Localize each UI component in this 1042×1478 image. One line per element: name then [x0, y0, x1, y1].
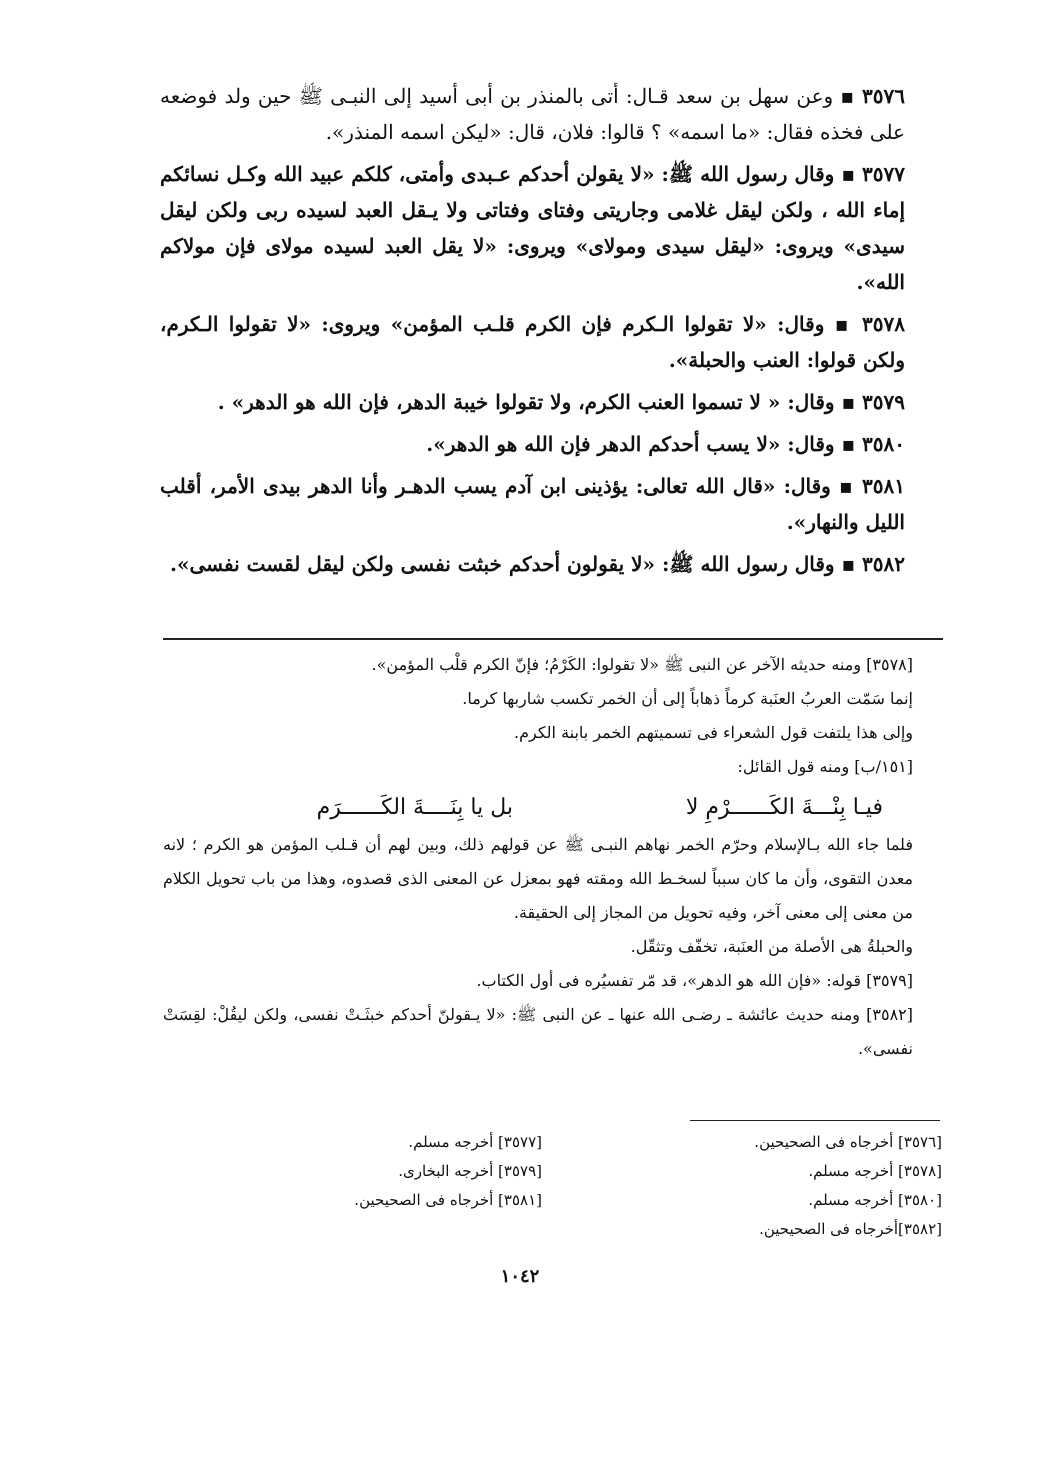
footnote: [٣٥٧٧] أخرجه مسلم.	[408, 1133, 542, 1151]
commentary-paragraph: إنما سَمّت العربُ العنَبة كرماً ذهاباً إلى أن الخمر تكسب شاربها كرما.	[462, 689, 913, 708]
hadith-text: وقال: « لا تسموا العنب الكرم، ولا تقولوا خيبة الدهر، فإن الله هو الدهر» .	[217, 390, 835, 414]
footnotes-right-column	[682, 1128, 942, 1244]
commentary-paragraph: [٣٥٧٨] ومنه حديثه الآخر عن النبى ﷺ «لا تقولوا: الكَرْمُ؛ فإنّ الكرم قلْب المؤمن».	[371, 655, 913, 674]
hadith-section	[160, 78, 945, 588]
hadith-3576: ٣٥٧٦ ▪ وعن سهل بن سعد قـال: أتى بالمنذر بن أبى أسيد إلى النبـى ﷺ حين ولد فوضعه على فخذه فقال: «ما اسمه» ؟ قالوا: فلان، قال: «ليكن اسمه المنذر».	[160, 84, 905, 144]
footnote: [٣٥٨١] أخرجاه فى الصحيحين.	[354, 1191, 542, 1209]
footnote: [٣٥٧٩] أخرجه البخارى.	[398, 1162, 542, 1180]
verse-first-hemistich: فيـا بِنْـــةَ الكَــــــرْمِ لا	[685, 795, 883, 820]
hadith-number: ٣٥٧٧	[862, 162, 906, 186]
hadith-number: ٣٥٨١	[862, 474, 906, 498]
commentary-paragraph: وإلى هذا يلتفت قول الشعراء فى تسميتهم الخمر بابنة الكرم.	[514, 723, 913, 742]
footnote: [٣٥٧٨] أخرجه مسلم.	[808, 1162, 942, 1180]
hadith-3580: ٣٥٨٠ ▪ وقال: «لا يسب أحدكم الدهر فإن الله هو الدهر».	[426, 432, 905, 456]
hadith-3579: ٣٥٧٩ ▪ وقال: « لا تسموا العنب الكرم، ولا تقولوا خيبة الدهر، فإن الله هو الدهر» .	[217, 390, 905, 414]
footnote: [٣٥٧٦] أخرجاه فى الصحيحين.	[754, 1133, 942, 1151]
hadith-text: وقال: «قال الله تعالى: يؤذينى ابن آدم يسب الدهـر وأنا الدهر بيدى الأمر، أقلب الليل والنهار».	[160, 474, 905, 534]
verse-second-hemistich: بل يا بِنَــــةَ الكَــــــرَم	[316, 795, 513, 820]
footnotes-left-column	[302, 1128, 542, 1215]
commentary-paragraph: [١٥١/ب] ومنه قول القائل:	[737, 757, 913, 776]
hadith-number: ٣٥٧٦	[862, 84, 905, 108]
hadith-text: وقال: «لا يسب أحدكم الدهر فإن الله هو الدهر».	[426, 432, 835, 456]
hadith-3577: ٣٥٧٧ ▪ وقال رسول الله ﷺ: «لا يقولن أحدكم عـبدى وأمتى، كلكم عبيد الله وكـل نسائكم إماء الله ، ولكن ليقل غلامى وجاريتى وفتاى وفتاتى ولا يـقل العبد لسيده ربى ولكن ليقل سيدى» ويروى: «ليقل سيدى ومولاى» ويروى: «لا يقل العبد لسيده مولاى فإن مولاكم الله».	[160, 162, 906, 294]
footnote-divider	[690, 1120, 940, 1121]
commentary-paragraph: [٣٥٧٩] قوله: «فإن الله هو الدهر»، قد مّر تفسيُره فى أول الكتاب.	[476, 971, 913, 990]
footnote: [٣٥٨٢]أخرجاه فى الصحيحين.	[759, 1220, 942, 1238]
hadith-text: وقال: «لا تقولوا الـكرم فإن الكرم قلـب المؤمن» ويروى: «لا تقولوا الـكرم، ولكن قولوا: العنب والحبلة».	[160, 312, 905, 372]
poetry-verse	[163, 784, 943, 828]
hadith-text: وقال رسول الله ﷺ: «لا يقولن أحدكم عـبدى وأمتى، كلكم عبيد الله وكـل نسائكم إماء الله ، ولكن ليقل غلامى وجاريتى وفتاى وفتاتى ولا يـقل العبد لسيده ربى ولكن ليقل سيدى» ويروى: «ليقل سيدى ومولاى» ويروى: «لا يقل العبد لسيده مولاى فإن مولاكم الله».	[160, 162, 905, 294]
section-divider	[163, 638, 943, 640]
commentary-paragraph: والحبلةُ هى الأصلة من العنَبة، تخفّف وتثقّل.	[630, 937, 913, 956]
hadith-text: وعن سهل بن سعد قـال: أتى بالمنذر بن أبى أسيد إلى النبـى ﷺ حين ولد فوضعه على فخذه فقال: «ما اسمه» ؟ قالوا: فلان، قال: «ليكن اسمه المنذر».	[160, 84, 905, 144]
hadith-number: ٣٥٨٠	[862, 432, 905, 456]
page-number: ١٠٤٢	[500, 1266, 540, 1287]
hadith-3582: ٣٥٨٢ ▪ وقال رسول الله ﷺ: «لا يقولون أحدكم خبثت نفسى ولكن ليقل لقست نفسى».	[170, 552, 905, 576]
hadith-number: ٣٥٨٢	[862, 552, 905, 576]
hadith-number: ٣٥٧٨	[862, 312, 905, 336]
commentary-paragraph: [٣٥٨٢] ومنه حديث عائشة ـ رضـى الله عنها ـ عن النبى ﷺ: «لا يـقولنّ أحدكم خبثَـتْ نفسى، ولكن ليقُلْ: لقِسَتْ نفسى».	[163, 1005, 914, 1058]
commentary-paragraph: فلما جاء الله بـالإسلام وحرّم الخمر نهاهم النبـى ﷺ عن قولهم ذلك، وبين لهم أن قـلب المؤمن هو الكرم ؛ لانه معدن التقوى، وأن ما كان سبباً لسخـط الله ومقته فهو بمعزل عن المعنى الذى قصدوه، وهذا من باب تحويل الكلام من معنى إلى معنى آخر، وفيه تحويل من المجاز إلى الحقيقة.	[163, 835, 914, 922]
commentary-section	[163, 648, 943, 1066]
footnote: [٣٥٨٠] أخرجه مسلم.	[808, 1191, 942, 1209]
hadith-text: وقال رسول الله ﷺ: «لا يقولون أحدكم خبثت نفسى ولكن ليقل لقست نفسى».	[170, 552, 835, 576]
hadith-3578: ٣٥٧٨ ▪ وقال: «لا تقولوا الـكرم فإن الكرم قلـب المؤمن» ويروى: «لا تقولوا الـكرم، ولكن قولوا: العنب والحبلة».	[160, 312, 905, 372]
hadith-number: ٣٥٧٩	[862, 390, 905, 414]
hadith-3581: ٣٥٨١ ▪ وقال: «قال الله تعالى: يؤذينى ابن آدم يسب الدهـر وأنا الدهر بيدى الأمر، أقلب الليل والنهار».	[160, 474, 906, 534]
